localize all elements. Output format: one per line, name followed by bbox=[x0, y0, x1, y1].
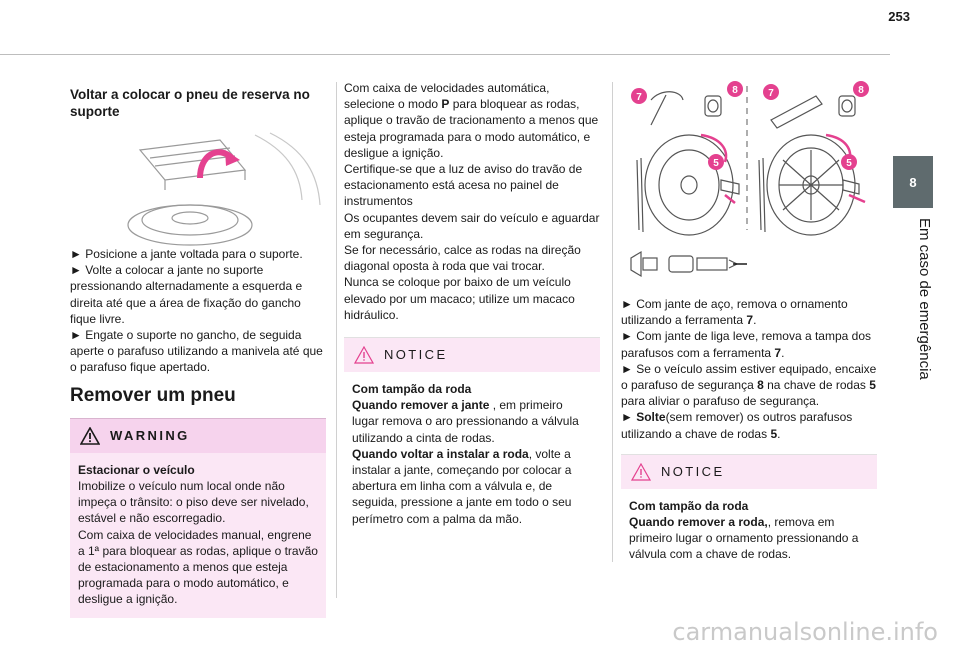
page-number: 253 bbox=[888, 9, 910, 24]
notice-text-1 bbox=[352, 397, 592, 446]
text-fragment: ► Se o veículo assim estiver equipado, encaixe o parafuso de segurança bbox=[621, 361, 877, 393]
text-fragment: para bloquear as rodas, aplique o travão de tracionamento a menos que esteja programada para o modo automático, e desligue a ignição. bbox=[344, 97, 599, 160]
callout-8-right: 8 bbox=[858, 85, 864, 96]
notice-label: NOTICE bbox=[661, 463, 725, 479]
warning-label: WARNING bbox=[110, 427, 190, 443]
paragraph: Se for necessário, calce as rodas na direção diagonal oposta à roda que vai trocar. bbox=[344, 243, 581, 274]
column-3 bbox=[621, 80, 877, 573]
text-fragment: . bbox=[777, 426, 781, 441]
chapter-tab[interactable]: 8 bbox=[893, 156, 933, 208]
notice-box-2 bbox=[621, 454, 877, 573]
text-fragment: Quando voltar a instalar a roda bbox=[352, 446, 529, 461]
callout-7-right: 7 bbox=[768, 88, 774, 99]
text-fragment: ► bbox=[621, 410, 637, 425]
bullet-1: ► Posicione a jante voltada para o suporte. bbox=[70, 247, 303, 261]
bullet-2: ► Volte a colocar a jante no suporte pressionando alternadamente a esquerda e direita até que a área de fixação do gancho fique livre. bbox=[70, 263, 303, 326]
text-fragment: , remova em primeiro lugar o ornamento pressionando a válvula com a chave de rodas. bbox=[629, 515, 859, 562]
warning-text-2: Com caixa de velocidades manual, engrene a 1ª para bloquear as rodas, aplique o travão de estacionamento a menos que esteja programada para o modo automático, e desligue a ignição. bbox=[78, 527, 318, 607]
notice-box bbox=[344, 337, 600, 537]
chapter-title: Em caso de emergência bbox=[916, 218, 933, 380]
text-fragment: , em primeiro lugar remova o aro pressionando a válvula utilizando a cinta de rodas. bbox=[352, 398, 579, 445]
text-fragment: ► Com jante de aço, remova o ornamento utilizando a ferramenta bbox=[621, 297, 848, 328]
notice-header bbox=[621, 455, 877, 489]
text-fragment: (sem remover) os outros parafusos utilizando a chave de rodas bbox=[621, 410, 853, 441]
warning-text-1: Imobilize o veículo num local onde não impeça o trânsito: o piso deve ser nivelado, estável e não escorregadio. bbox=[78, 479, 309, 526]
notice-label: NOTICE bbox=[384, 346, 448, 362]
paragraph: Certifique-se que a luz de aviso do travão de estacionamento está acesa no painel de instrumentos bbox=[344, 162, 583, 209]
text-fragment: Com caixa de velocidades automática, selecione o modo bbox=[344, 81, 550, 112]
notice-header bbox=[344, 338, 600, 372]
ref-7: 7 bbox=[774, 345, 782, 360]
text-fragment: Quando remover a roda, bbox=[629, 515, 768, 530]
text-fragment: , volte a instalar a jante, começando por colocar a abertura em linha com a válvula e, de seguida, pressione a jante em todo o seu perímetro com a palma da mão. bbox=[352, 446, 572, 526]
header-rule bbox=[0, 54, 890, 55]
notice-body bbox=[621, 489, 877, 573]
mode-p: P bbox=[441, 97, 450, 112]
callout-7-left: 7 bbox=[636, 92, 642, 103]
column-divider-2 bbox=[612, 82, 613, 562]
loosen-term: Solte bbox=[636, 410, 666, 425]
notice-icon bbox=[631, 463, 651, 481]
callout-5-left: 5 bbox=[713, 158, 719, 169]
notice-title: Com tampão da roda bbox=[352, 382, 472, 397]
automatic-gearbox-text bbox=[344, 80, 600, 161]
bullet-alloy-rim bbox=[621, 328, 877, 360]
notice-text-2 bbox=[352, 446, 592, 527]
text-fragment: na chave de rodas bbox=[763, 378, 870, 393]
spare-wheel-illustration bbox=[70, 130, 326, 246]
section-heading: Voltar a colocar o pneu de reserva no suporte bbox=[70, 87, 310, 119]
callout-5-right: 5 bbox=[846, 158, 852, 169]
text-fragment: Quando remover a jante bbox=[352, 398, 490, 413]
footer-watermark: carmanualsonline.info bbox=[672, 618, 938, 646]
ref-8: 8 bbox=[757, 378, 764, 393]
warning-title: Estacionar o veículo bbox=[78, 462, 195, 477]
section-title: Remover um pneu bbox=[70, 384, 236, 406]
column-1 bbox=[70, 80, 326, 618]
notice-title: Com tampão da roda bbox=[629, 498, 749, 513]
notice-text bbox=[629, 514, 869, 563]
paragraph: Nunca se coloque por baixo de um veículo elevado por um macaco; utilize um macaco hidráulico. bbox=[344, 275, 575, 322]
paragraph: Os ocupantes devem sair do veículo e aguardar em segurança. bbox=[344, 210, 600, 241]
notice-icon bbox=[354, 346, 374, 364]
text-fragment: para aliviar o parafuso de segurança. bbox=[621, 394, 820, 409]
ref-5: 5 bbox=[869, 378, 876, 393]
wheel-tools-illustration bbox=[621, 80, 877, 290]
bullet-loosen-bolts bbox=[621, 409, 877, 441]
warning-body bbox=[70, 453, 326, 618]
column-2 bbox=[344, 80, 600, 537]
bullet-steel-rim bbox=[621, 296, 877, 328]
text-fragment: . bbox=[781, 345, 785, 360]
text-fragment: ► Com jante de liga leve, remova a tampa dos parafusos com a ferramenta bbox=[621, 329, 872, 360]
bullet-security-bolt bbox=[621, 361, 877, 410]
text-fragment: . bbox=[753, 313, 757, 328]
ref-5: 5 bbox=[770, 426, 778, 441]
bullet-3: ► Engate o suporte no gancho, de seguida aperte o parafuso utilizando a manivela até que o parafuso fique apertado. bbox=[70, 328, 323, 375]
column-divider-1 bbox=[336, 82, 337, 598]
callout-8-left: 8 bbox=[732, 85, 738, 96]
notice-body bbox=[344, 372, 600, 537]
warning-icon bbox=[80, 427, 100, 445]
warning-header bbox=[70, 419, 326, 453]
warning-box bbox=[70, 418, 326, 618]
ref-7: 7 bbox=[746, 313, 754, 328]
